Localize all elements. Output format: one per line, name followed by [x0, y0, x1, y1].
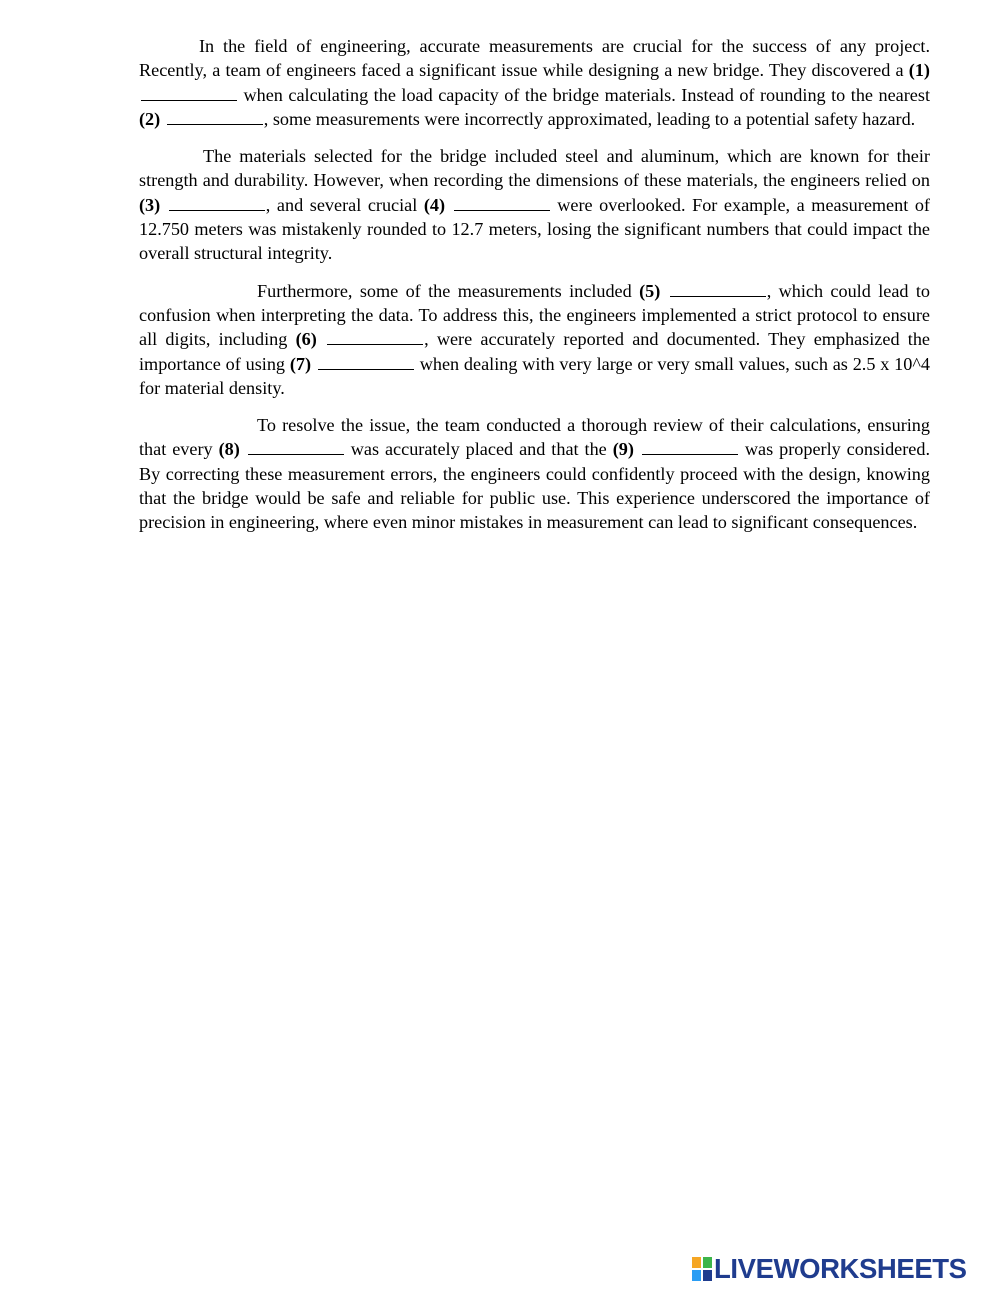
blank-number-label: (3): [139, 194, 161, 215]
blank-number-label: (2): [139, 108, 161, 129]
blank-6-field[interactable]: [327, 328, 423, 345]
blank-number-label: (7): [289, 353, 312, 374]
blank-number-label: (5): [639, 280, 661, 301]
paragraph-text: Furthermore, some of the measurements included: [257, 280, 640, 301]
paragraph-text: , and several crucial: [265, 194, 424, 215]
paragraph-text: when dealing with very large or very small values, such as 2.5 x 10^4 for material density.: [139, 353, 930, 398]
blank-4-field[interactable]: [454, 194, 550, 211]
paragraph-3: [139, 279, 930, 400]
paragraph-text: The materials selected for the bridge included steel and aluminum, which are known for their strength and durability. However, when recording the dimensions of these materials, the engineers relied on: [139, 146, 930, 191]
blank-8-field[interactable]: [248, 438, 344, 455]
blank-3-field[interactable]: [169, 194, 265, 211]
paragraph-text: when calculating the load capacity of the bridge materials. Instead of rounding to the nearest: [238, 84, 930, 105]
paragraph-text: To resolve the issue, the team conducted a thorough review of their calculations, ensuring that every: [139, 415, 930, 460]
blank-number-label: (8): [218, 439, 240, 460]
blank-number-label: (1): [908, 60, 930, 81]
paragraph-1: [139, 34, 930, 131]
paragraph-text: was properly considered. By correcting these measurement errors, the engineers could confidently proceed with the design, knowing that the bridge would be safe and reliable for public use. This experience underscored the importance of precision in engineering, where even minor mistakes in measurement can lead to significant consequences.: [139, 439, 931, 533]
paragraph-text: , which could lead to confusion when interpreting the data. To address this, the engineers implemented a strict protocol to ensure all digits, including: [139, 280, 930, 350]
brand-wordmark: LIVEWORKSHEETS: [714, 1253, 967, 1284]
paragraph-text: were overlooked. For example, a measurement of 12.750 meters was mistakenly rounded to 12.7 meters, losing the significant numbers that could impact the overall structural integrity.: [139, 194, 930, 264]
blank-number-label: (9): [612, 439, 634, 460]
paragraph-text: was accurately placed and that the: [344, 439, 613, 460]
liveworksheets-brand: [692, 1254, 967, 1284]
liveworksheets-logo-icon: [692, 1257, 712, 1281]
paragraph-4: [139, 413, 930, 534]
blank-1-field[interactable]: [141, 84, 237, 101]
paragraph-text: In the field of engineering, accurate measurements are crucial for the success of any project. Recently, a team of engineers faced a significant issue while designing a new bridge. They discovered a: [139, 36, 930, 81]
blank-9-field[interactable]: [642, 438, 738, 455]
worksheet-body: [139, 34, 930, 548]
blank-2-field[interactable]: [167, 108, 263, 125]
paragraph-text: , were accurately reported and documented. They emphasized the importance of using: [139, 329, 931, 374]
paragraph-text: , some measurements were incorrectly approximated, leading to a potential safety hazard.: [263, 108, 916, 129]
paragraph-2: [139, 144, 930, 265]
blank-number-label: (4): [423, 194, 446, 215]
blank-7-field[interactable]: [318, 353, 414, 370]
blank-number-label: (6): [295, 329, 317, 350]
blank-5-field[interactable]: [670, 280, 766, 297]
